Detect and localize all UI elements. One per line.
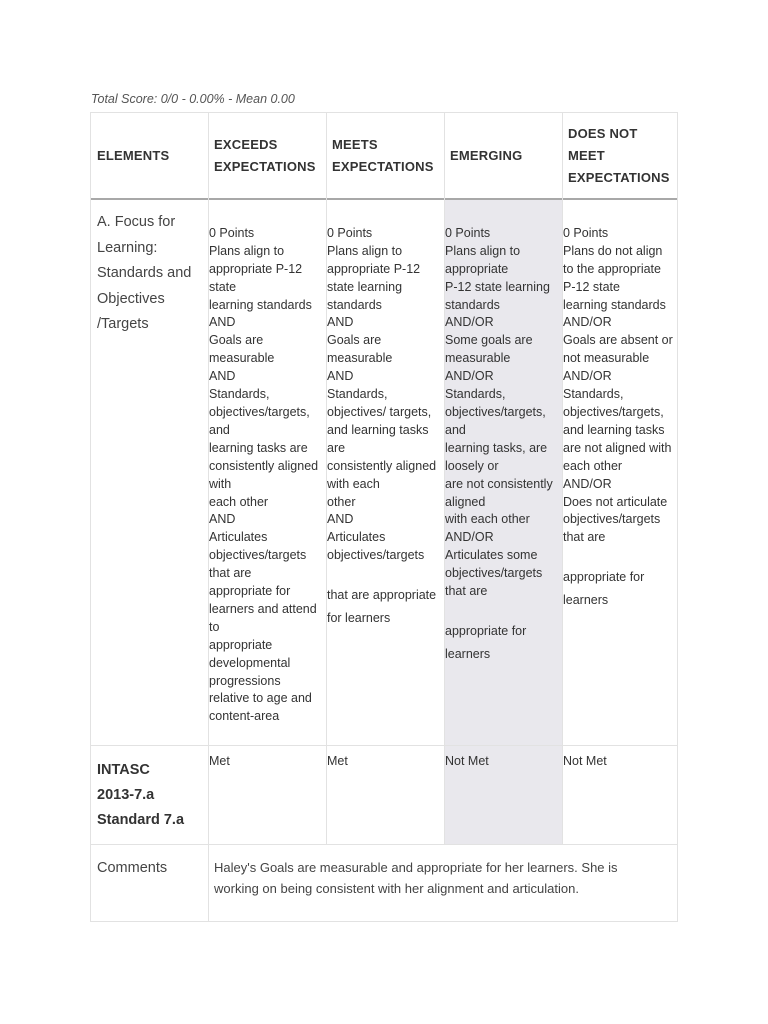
rubric-table xyxy=(90,112,678,922)
intasc-meets-status: Met xyxy=(327,754,348,768)
header-exceeds-expectations: EXCEEDS EXPECTATIONS xyxy=(214,136,316,174)
element-focus-for-learning: A. Focus for Learning: Standards and Objectives /Targets xyxy=(97,214,192,332)
total-score: Total Score: 0/0 - 0.00% - Mean 0.00 xyxy=(91,92,295,106)
header-emerging: EMERGING xyxy=(450,147,523,163)
row-divider xyxy=(91,844,677,845)
cell-does-not-meet-focus: 0 Points Plans do not align to the appropriate P-12 state learning standards AND/OR Goals are absent or not measurable AND/OR Standards, objectives/targets, and learning tasks are not aligned with each other AND/OR Does not articulate objectives/targets that are appropriate for learners xyxy=(563,225,673,608)
table-header-row xyxy=(91,113,677,200)
comments-label: Comments xyxy=(97,860,168,876)
header-elements: ELEMENTS xyxy=(97,147,170,163)
cell-exceeds-focus: 0 Points Plans align to appropriate P-12 state learning standards AND Goals are measurable AND Standards, objectives/targets, and learning tasks are consistently aligned with each other AND Articulates objectives/targets that are appropriate for learners and attend to appropriate developmental progressions relative to age and content-area xyxy=(209,225,319,724)
intasc-emerging-status: Not Met xyxy=(445,754,489,768)
element-intasc-standard: INTASC 2013-7.a Standard 7.a xyxy=(97,762,185,828)
cell-meets-focus: 0 Points Plans align to appropriate P-12 state learning standards AND Goals are measurable AND Standards, objectives/ targets, and learning tasks are consistently aligned with each other AND Articulates objectives/targets that are appropriate for learners xyxy=(327,225,437,626)
header-does-not-meet-expectations: DOES NOT MEET EXPECTATIONS xyxy=(568,125,670,185)
comment-text: Haley's Goals are measurable and appropriate for her learners. She is working on being consistent with her alignment and articulation. xyxy=(214,860,618,896)
cell-emerging-focus: 0 Points Plans align to appropriate P-12 state learning standards AND/OR Some goals are measurable AND/OR Standards, objectives/targets, and learning tasks, are loosely or are not consistently aligned with each other AND/OR Articulates some objectives/targets that are appropriate for learners xyxy=(445,225,553,661)
intasc-does-not-meet-status: Not Met xyxy=(563,754,607,768)
intasc-exceeds-status: Met xyxy=(209,754,230,768)
row-divider xyxy=(91,745,677,746)
column-divider xyxy=(208,844,209,921)
header-meets-expectations: MEETS EXPECTATIONS xyxy=(332,136,434,174)
